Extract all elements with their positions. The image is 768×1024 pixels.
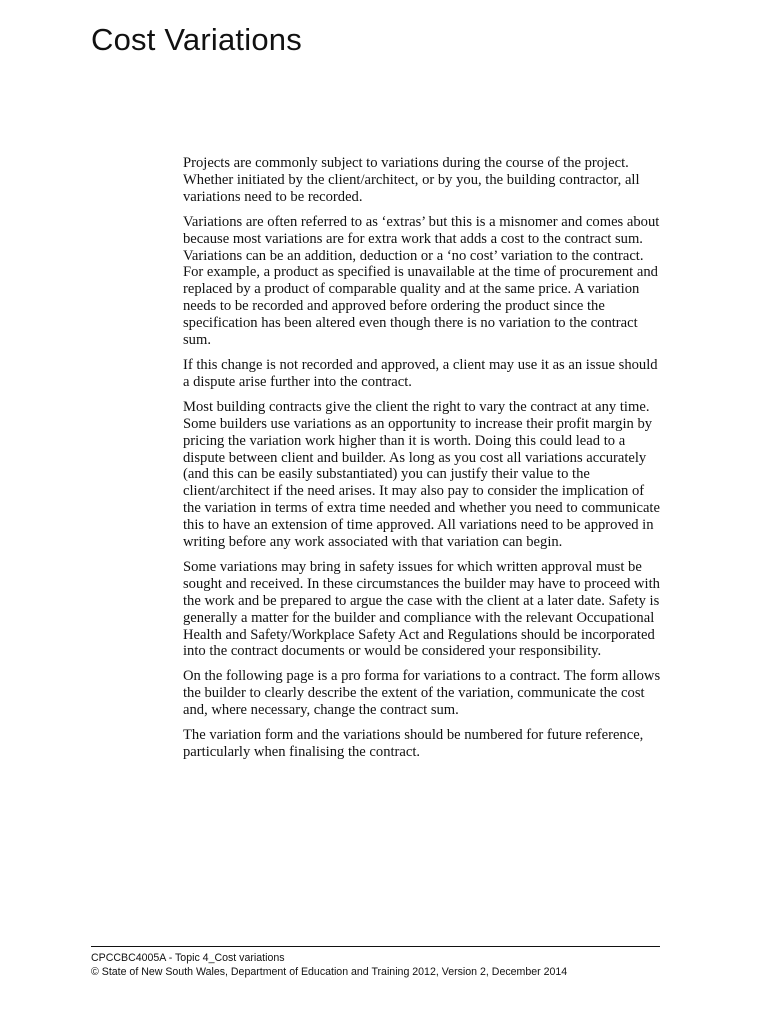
footer-course-line: CPCCBC4005A - Topic 4_Cost variations (91, 952, 285, 964)
page-footer (91, 952, 691, 979)
paragraph: On the following page is a pro forma for variations to a contract. The form allows the builder to clearly describe the extent of the variation, communicate the cost and, where necessary, change the contract sum. (183, 668, 661, 719)
paragraph: Projects are commonly subject to variations during the course of the project. Whether initiated by the client/architect, or by you, the building contractor, all variations need to be recorded. (183, 155, 640, 205)
footer-copyright-line: © State of New South Wales, Department of Education and Training 2012, Version 2, December 2014 (91, 965, 568, 978)
page-title: Cost Variations (91, 22, 302, 57)
paragraph: The variation form and the variations should be numbered for future reference, particularly when finalising the contract. (183, 727, 644, 760)
body-text (183, 155, 663, 769)
footer-divider (91, 946, 660, 947)
paragraph: Some variations may bring in safety issues for which written approval must be sought and received. In these circumstances the builder may have to proceed with the work and be prepared to argue the case with the client at a later date. Safety is generally a matter for the builder and compliance with the relevant Occupational Health and Safety/Workplace Safety Act and Regulations should be incorporated into the contract documents or would be considered your responsibility. (183, 558, 660, 660)
paragraph: Variations are often referred to as ‘extras’ but this is a misnomer and comes about because most variations are for extra work that adds a cost to the contract sum. Variations can be an addition, deduction or a ‘no cost’ variation to the contract. For example, a product as specified is unavailable at the time of procurement and replaced by a product of comparable quality and at the same price. A variation needs to be recorded and approved before ordering the product since the specification has been altered even though there is no variation to the contract sum. (183, 213, 660, 349)
paragraph: If this change is not recorded and approved, a client may use it as an issue should a dispute arise further into the contract. (183, 356, 658, 390)
paragraph: Most building contracts give the client the right to vary the contract at any time. Some builders use variations as an opportunity to increase their profit margin by pricing the variation work higher than it is worth. Doing this could lead to a dispute between client and builder. As long as you cost all variations accurately (and this can be easily substantiated) you can justify their value to the client/architect if the need arises. It may also pay to consider the implication of the variation in terms of extra time needed and whether you need to communicate this to have an extension of time approved. All variations need to be approved in writing before any work associated with that variation can begin. (183, 398, 660, 551)
